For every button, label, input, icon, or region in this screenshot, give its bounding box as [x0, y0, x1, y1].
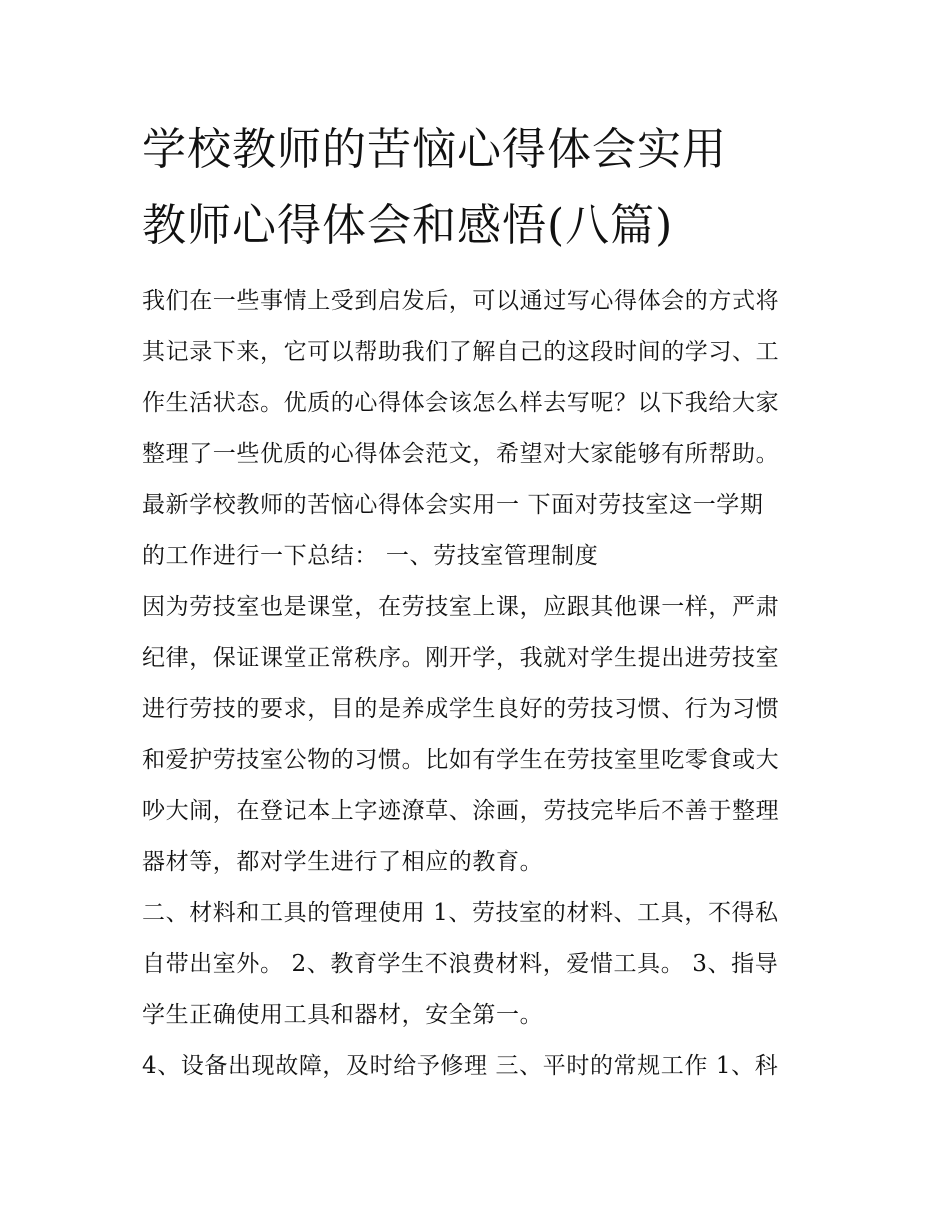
- body-line: 器材等，都对学生进行了相应的教育。: [142, 849, 544, 875]
- body-line: 进行劳技的要求，目的是养成学生良好的劳技习惯、行为习惯: [142, 696, 780, 722]
- body-line: 纪律，保证课堂正常秩序。刚开学，我就对学生提出进劳技室: [142, 645, 780, 671]
- body-line: 吵大闹，在登记本上字迹潦草、涂画，劳技完毕后不善于整理: [142, 798, 780, 824]
- body-line: 的工作进行一下总结： 一、劳技室管理制度: [142, 543, 599, 569]
- body-line: 作生活状态。优质的心得体会该怎么样去写呢？以下我给大家: [142, 390, 780, 416]
- body-line: 其记录下来，它可以帮助我们了解自己的这段时间的学习、工: [142, 339, 780, 365]
- body-line: 二、材料和工具的管理使用 1、劳技室的材料、工具，不得私: [142, 900, 779, 926]
- title-line-1: 学校教师的苦恼心得体会实用: [142, 124, 727, 175]
- title-line-2: 教师心得体会和感悟(八篇): [142, 200, 674, 251]
- body-line: 因为劳技室也是课堂，在劳技室上课，应跟其他课一样，严肃: [142, 594, 780, 620]
- body-line: 我们在一些事情上受到启发后，可以通过写心得体会的方式将: [142, 288, 780, 314]
- body-line: 最新学校教师的苦恼心得体会实用一 下面对劳技室这一学期: [142, 492, 764, 518]
- document-title: [142, 112, 822, 264]
- body-line: 和爱护劳技室公物的习惯。比如有学生在劳技室里吃零食或大: [142, 747, 780, 773]
- document-body: [142, 276, 842, 1092]
- body-line: 自带出室外。 2、教育学生不浪费材料，爱惜工具。 3、指导: [142, 951, 779, 977]
- body-line: 4、设备出现故障，及时给予修理 三、平时的常规工作 1、科: [142, 1053, 779, 1079]
- body-line: 整理了一些优质的心得体会范文，希望对大家能够有所帮助。: [142, 441, 780, 467]
- body-line: 学生正确使用工具和器材，安全第一。: [142, 1002, 544, 1028]
